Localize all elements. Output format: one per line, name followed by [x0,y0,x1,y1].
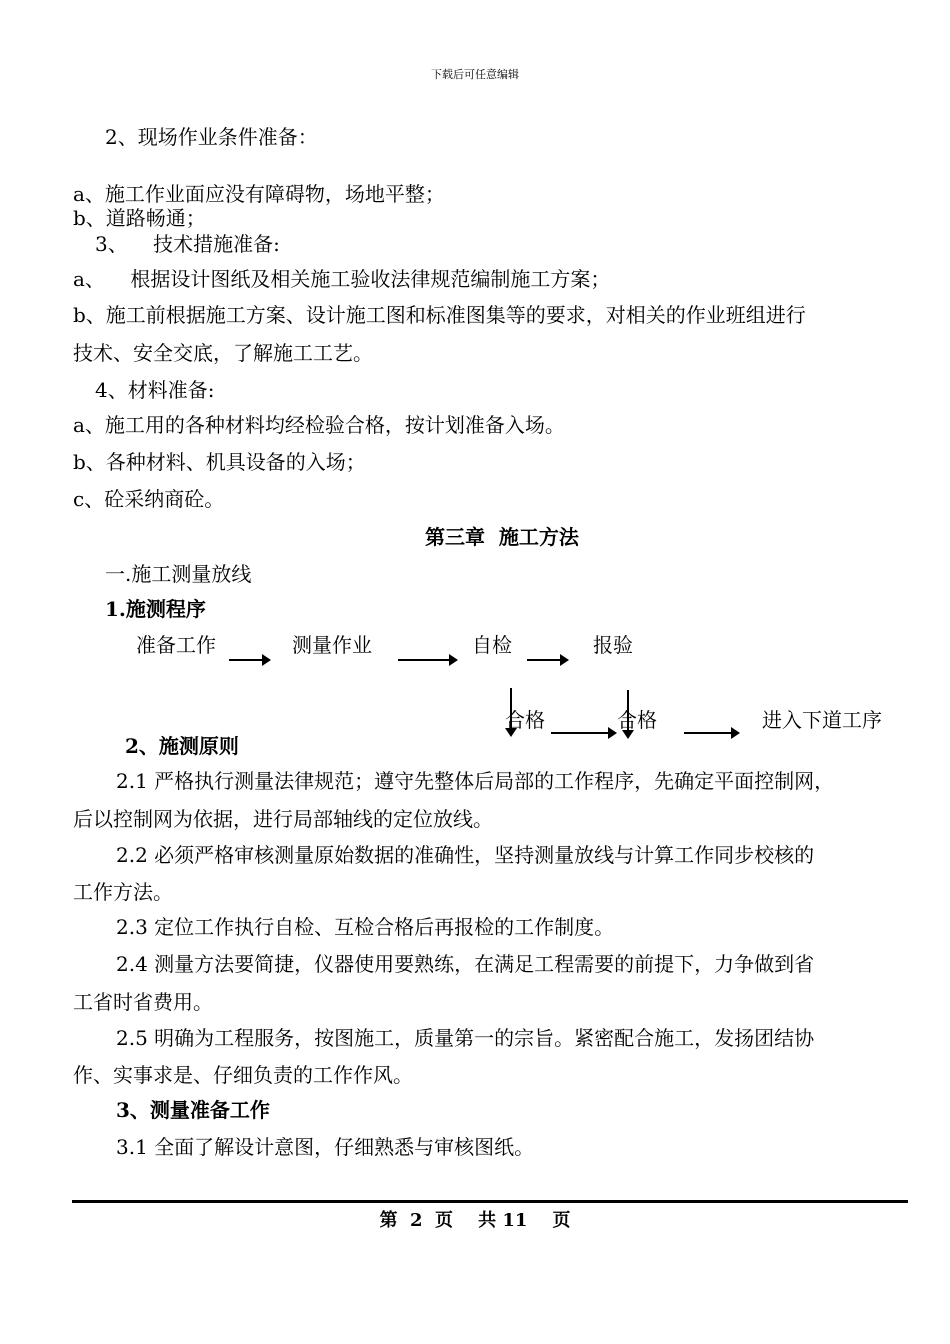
text-line: 作、实事求是、仔细负责的工作作风。 [73,1063,413,1087]
flow-step-report: 报验 [593,633,633,657]
text-line: a、施工作业面应没有障碍物，场地平整； [73,182,445,206]
page-number: 第 2 页 共 11 页 [379,1210,571,1231]
section-survey: 一.施工测量放线 [105,562,252,586]
text-line: a、施工用的各种材料均经检验合格，按计划准备入场。 [73,413,565,437]
flow-pass-2: 合格 [617,708,657,732]
text-line: 工作方法。 [73,880,173,904]
text-line: 2.1 严格执行测量法律规范；遵守先整体后局部的工作程序，先确定平面控制网， [116,769,835,793]
text-line: 后以控制网为依据，进行局部轴线的定位放线。 [73,807,493,831]
text-line: a、 根据设计图纸及相关施工验收法律规范编制施工方案； [73,267,611,291]
page-header-note: 下载后可任意编辑 [431,68,519,81]
section-materials: 4、材料准备: [95,378,215,402]
subsection-preparation: 3、测量准备工作 [116,1098,270,1122]
text-line: b、各种材料、机具设备的入场； [73,450,366,474]
flow-step-survey: 测量作业 [292,633,372,657]
flow-arrow-icon [229,659,269,661]
flow-arrow-icon [684,732,738,734]
section-site-conditions: 2、现场作业条件准备： [105,125,318,149]
text-line: b、道路畅通； [73,206,206,230]
flow-pass-1: 合格 [505,708,545,732]
text-line: 技术、安全交底，了解施工工艺。 [73,341,373,365]
text-line: 2.4 测量方法要简捷，仪器使用要熟练，在满足工程需要的前提下，力争做到省 [116,952,815,976]
text-line: 2.3 定位工作执行自检、互检合格后再报检的工作制度。 [116,915,615,939]
text-line: b、施工前根据施工方案、设计施工图和标准图集等的要求，对相关的作业班组进行 [73,303,806,327]
section-technical-measures: 3、 技术措施准备: [95,232,280,256]
subsection-procedure: 1.施测程序 [105,597,206,621]
flow-step-self-check: 自检 [472,633,512,657]
chapter-title: 第三章 施工方法 [425,525,579,549]
flow-arrow-icon [527,659,567,661]
text-line: 2.5 明确为工程服务，按图施工，质量第一的宗旨。紧密配合施工，发扬团结协 [116,1026,815,1050]
flow-next-step: 进入下道工序 [762,708,882,732]
flow-arrow-icon [551,732,615,734]
subsection-principles: 2、施测原则 [125,734,239,758]
text-line: 工省时省费用。 [73,990,213,1014]
text-line: 3.1 全面了解设计意图，仔细熟悉与审核图纸。 [116,1135,535,1159]
text-line: 2.2 必须严格审核测量原始数据的准确性，坚持测量放线与计算工作同步校核的 [116,843,815,867]
text-line: c、砼采纳商砼。 [73,487,225,511]
flow-arrow-icon [398,659,456,661]
flow-step-prepare: 准备工作 [136,633,216,657]
footer-divider [72,1200,908,1203]
